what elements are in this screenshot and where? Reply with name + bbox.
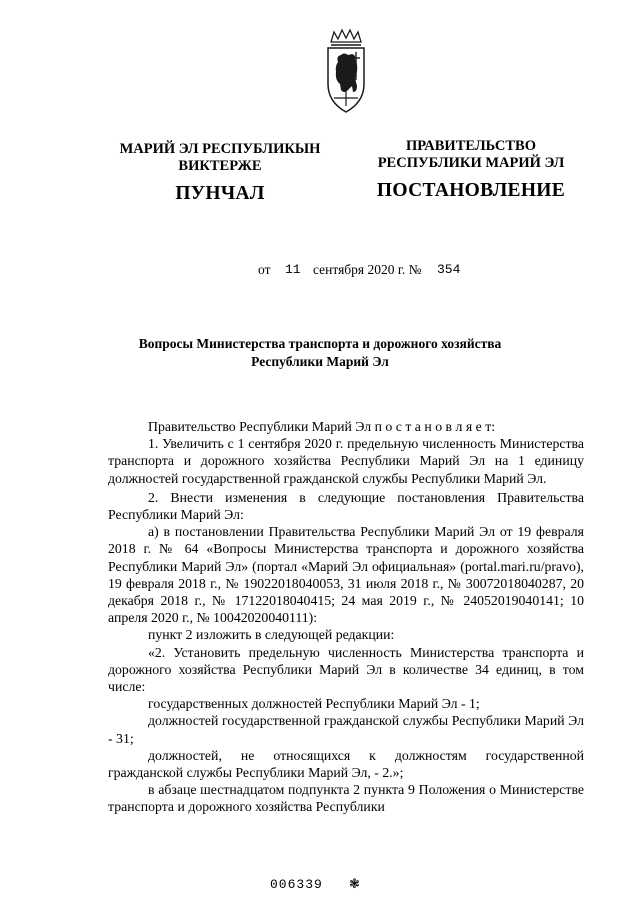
body-paragraph-5: «2. Установить предельную численность Министерства транспорта и дорожного хозяйства Республики Марий Эл в количестве 34 единиц, в том числе: xyxy=(108,644,584,695)
date-prefix: от xyxy=(258,262,271,277)
body-paragraph-3: а) в постановлении Правительства Республики Марий Эл от 19 февраля 2018 г. № 64 «Вопросы Министерства транспорта и дорожного хозяйства Республики Марий Эл» (портал «Марий Эл официальная» (portal.mari.ru/pravo), 19 февраля 2018 г., № 19022018040053, 31 июля 2018 г., № 30072018040287, 20 декабря 2018 г., № 17122018040415; 24 мая 2019 г., № 24052019040141; 10 апреля 2020 г., № 10042020040111): xyxy=(108,524,584,626)
date-day: 11 xyxy=(285,262,301,277)
body-preamble: Правительство Республики Марий Эл п о с т а н о в л я е т: xyxy=(148,419,496,434)
body-paragraph-4: пункт 2 изложить в следующей редакции: xyxy=(148,627,395,643)
body-paragraph-6: государственных должностей Республики Марий Эл - 1; xyxy=(148,696,480,712)
header-left-block xyxy=(95,141,345,206)
body-paragraph-2: 2. Внести изменения в следующие постановления Правительства Республики Марий Эл: xyxy=(108,489,584,523)
ornament-mark-icon: ❃ xyxy=(349,876,360,891)
header-right-doc-type: ПОСТАНОВЛЕНИЕ xyxy=(376,180,566,202)
coat-of-arms-bear-icon xyxy=(322,28,370,114)
date-month-year: сентября 2020 г. № xyxy=(313,262,422,277)
document-title xyxy=(70,335,570,371)
header-right-line2: РЕСПУБЛИКИ МАРИЙ ЭЛ xyxy=(377,154,565,171)
body-paragraph-1: 1. Увеличить с 1 сентября 2020 г. предельную численность Министерства транспорта и дорожного хозяйства Республики Марий Эл на 1 единицу должностей государственной гражданской службы Республики Марий Эл. xyxy=(108,436,584,486)
body-paragraph-8: должностей, не относящихся к должностям государственной гражданской службы Республики Марий Эл, - 2.»; xyxy=(108,747,584,781)
title-line1: Вопросы Министерства транспорта и дорожного хозяйства xyxy=(138,336,502,351)
header-left-doc-type: ПУНЧАЛ xyxy=(175,183,265,205)
body-paragraph-9: в абзаце шестнадцатом подпункта 2 пункта 9 Положения о Министерстве транспорта и дорожного хозяйства Республики xyxy=(108,782,584,815)
blank-serial-number: 006339 xyxy=(270,877,323,892)
document-body xyxy=(108,418,584,816)
footer xyxy=(0,877,639,893)
title-line2: Республики Марий Эл xyxy=(251,354,389,369)
body-paragraph-7: должностей государственной гражданской службы Республики Марий Эл - 31; xyxy=(108,713,584,746)
header-left-line1: МАРИЙ ЭЛ РЕСПУБЛИКЫН xyxy=(119,141,321,157)
header-right-block xyxy=(362,138,580,203)
header-right-line1: ПРАВИТЕЛЬСТВО xyxy=(406,138,536,154)
document-number: 354 xyxy=(437,262,461,277)
header-left-line2: ВИКТЕРЖЕ xyxy=(178,157,262,174)
